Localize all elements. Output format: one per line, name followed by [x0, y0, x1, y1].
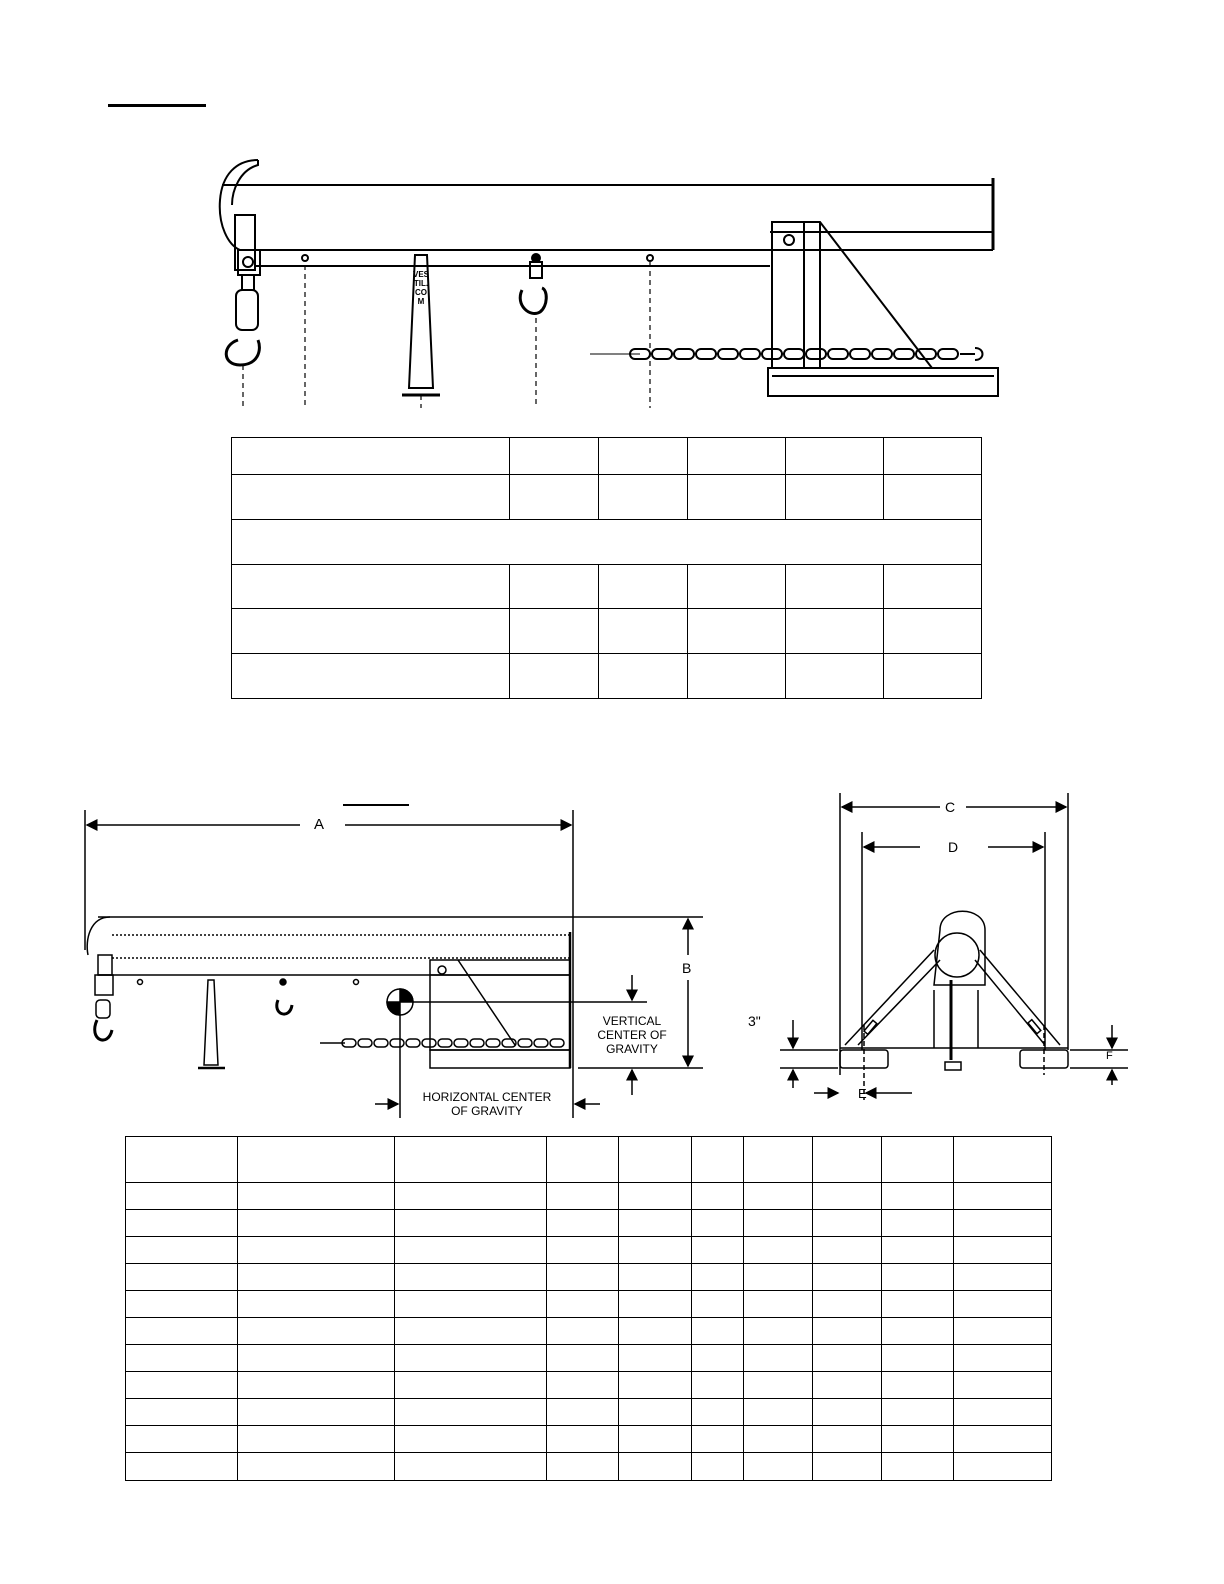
vcg-line-1: VERTICAL — [602, 1014, 662, 1028]
side-view-drawing — [200, 150, 1010, 415]
hcg-label — [415, 1090, 559, 1118]
vcg-line-2: CENTER OF — [597, 1028, 667, 1042]
label-d: D — [948, 839, 959, 855]
capacity-table — [231, 437, 982, 699]
label-f: F — [1106, 1050, 1113, 1062]
dimension-side-drawing — [80, 785, 710, 1125]
end-view-drawing — [740, 785, 1140, 1115]
dimension-table — [125, 1136, 1052, 1481]
heading-underline — [108, 104, 206, 107]
label-c: C — [945, 799, 956, 815]
label-a: A — [314, 816, 325, 833]
label-e: E — [858, 1086, 867, 1101]
vcg-line-3: GRAVITY — [606, 1042, 658, 1056]
label-3in: 3" — [748, 1013, 761, 1029]
stamp-text: VESTIL.COM — [412, 270, 429, 306]
hcg-line-2: OF GRAVITY — [451, 1104, 523, 1118]
label-b: B — [682, 960, 692, 976]
hcg-line-1: HORIZONTAL CENTER — [422, 1090, 552, 1104]
vcg-label — [590, 1014, 674, 1056]
